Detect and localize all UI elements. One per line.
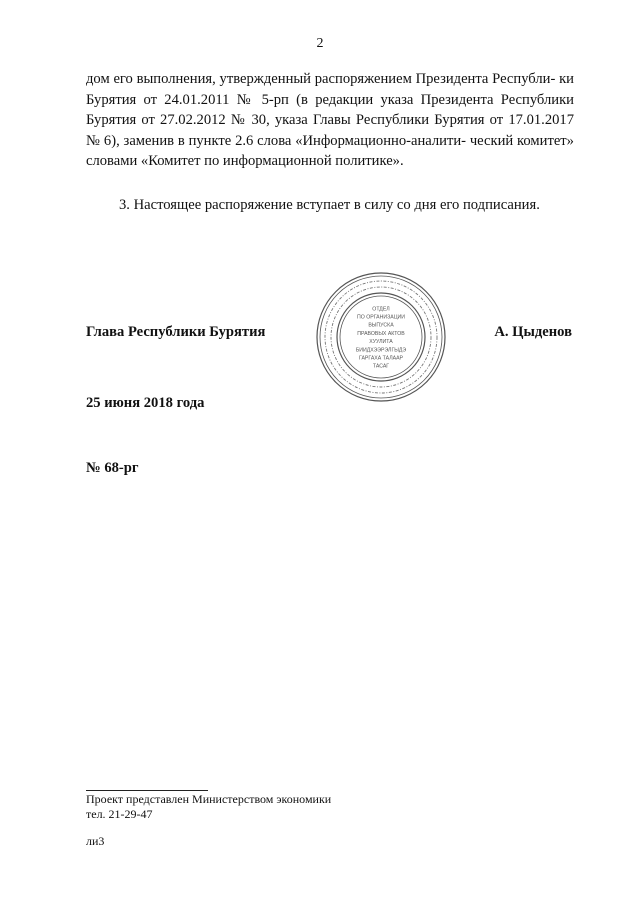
seal-text-line: ПО ОРГАНИЗАЦИИ (357, 314, 405, 321)
paragraph-main (86, 69, 574, 172)
signer-title: Глава Республики Бурятия (86, 324, 266, 340)
seal-text-line: ВЫПУСКА (368, 322, 394, 329)
official-seal (314, 270, 448, 404)
footnote (86, 792, 331, 822)
seal-text-line: ХУУЛИТА (369, 339, 393, 346)
seal-text-line: БИИДХЭЭРЭЛГЫДЭ (355, 347, 407, 354)
paragraph-line: Бурятия от 27.02.2012 № 30, указа Главы Республики Бурятия от (86, 112, 504, 128)
paragraph-line: 17.01.2017 № 6), заменив в пункте 2.6 слова «Информационно-аналити- (86, 112, 574, 149)
seal-text-line: ГАРГАХА ТАЛААР (358, 355, 404, 362)
paragraph-line: дом его выполнения, утвержденный распоряжением Президента Республи- (86, 71, 556, 87)
paragraph-line: ки Бурятия от 24.01.2011 № 5-рп (в редакции указа Президента Республики (86, 71, 574, 108)
paragraph-line: ческий комитет» словами «Комитет по информационной политике». (86, 132, 574, 169)
signer-name: А. Цыденов (494, 324, 572, 340)
footnote-divider (86, 790, 208, 791)
document-number: № 68-рг (86, 460, 139, 476)
page-number: 2 (316, 36, 324, 51)
seal-text-line: ПРАВОВЫХ АКТОВ (357, 330, 405, 337)
signature-date: 25 июня 2018 года (86, 395, 205, 411)
footnote-line: тел. 21-29-47 (86, 807, 153, 821)
paragraph-3: 3. Настоящее распоряжение вступает в силу со дня его подписания. (119, 197, 540, 213)
footnote-line: Проект представлен Министерством экономики (86, 792, 332, 806)
paragraph-main-text (86, 69, 574, 172)
seal-text-line: ТАСАГ (372, 363, 390, 370)
executor-code: ли3 (86, 834, 105, 848)
seal-text-line: ОТДЕЛ (372, 306, 390, 313)
